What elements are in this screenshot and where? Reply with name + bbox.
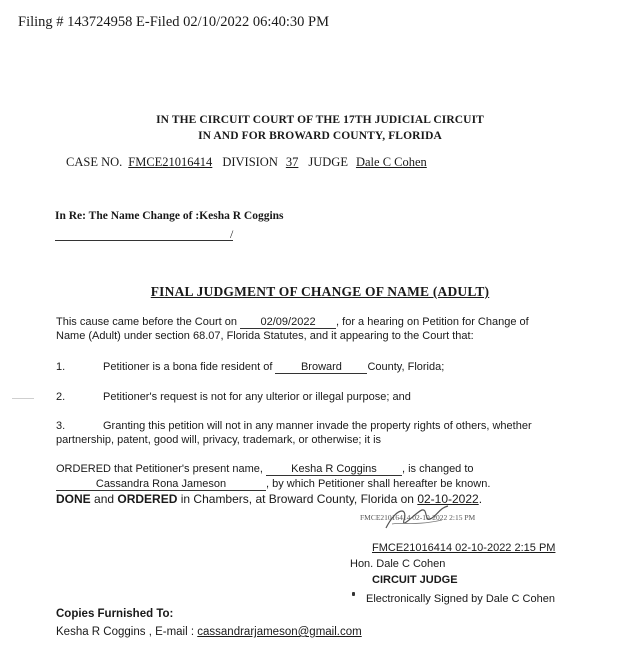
division-number: 37 <box>285 155 299 169</box>
item-3-text-line2: partnership, patent, good will, privacy, trademark, or otherwise; it is <box>56 434 382 446</box>
electronic-signature: Electronically Signed by Dale C Cohen <box>366 593 555 605</box>
copies-furnished-title: Copies Furnished To: <box>56 608 174 620</box>
and-word: and <box>94 492 115 506</box>
document-title: FINAL JUDGMENT OF CHANGE OF NAME (ADULT) <box>150 284 490 299</box>
ordered-line1 <box>56 463 474 476</box>
scan-artifact <box>12 398 34 399</box>
done-period: . <box>478 492 483 506</box>
in-re-slash: / <box>230 227 234 241</box>
ordered-text-end: , by which Petitioner shall hereafter be known. <box>266 478 491 490</box>
item-1-text <box>103 361 444 374</box>
stray-mark <box>352 592 355 596</box>
court-heading-line1: IN THE CIRCUIT COURT OF THE 17TH JUDICIAL CIRCUIT <box>156 114 484 126</box>
signature-stamp: FMCE21016414 02-10-2022 2:15 PM <box>360 513 476 522</box>
filing-header: Filing # 143724958 E-Filed 02/10/2022 06:40:30 PM <box>18 14 329 30</box>
court-heading-line2: IN AND FOR BROWARD COUNTY, FLORIDA <box>198 130 442 142</box>
intro-line1 <box>56 316 529 329</box>
item-1-post: County, Florida; <box>367 361 445 373</box>
ordered-text-mid: , is changed to <box>401 463 474 475</box>
division-label: DIVISION <box>222 155 278 169</box>
judge-name: Dale C Cohen <box>355 155 427 169</box>
item-3-text: Granting this petition will not in any manner invade the property rights of others, whether <box>103 420 532 432</box>
intro-text-end: , for a hearing on Petition for Change of <box>336 316 529 328</box>
recipient-email: cassandrarjameson@gmail.com <box>197 626 362 638</box>
item-3-number: 3. <box>56 420 66 432</box>
in-re-blank-line <box>55 228 233 241</box>
copies-recipient-line <box>56 626 362 638</box>
judge-title: CIRCUIT JUDGE <box>372 574 458 586</box>
intro-text-start: This cause came before the Court on <box>56 316 237 328</box>
done-date: 02-10-2022 <box>417 492 479 506</box>
new-name: Cassandra Rona Jameson <box>56 478 266 491</box>
item-2-text: Petitioner's request is not for any ulterior or illegal purpose; and <box>103 391 411 403</box>
ordered-line2 <box>56 478 490 491</box>
in-re-line: In Re: The Name Change of :Kesha R Coggins <box>55 210 284 222</box>
done-word: DONE <box>56 492 91 506</box>
judge-full-name: Hon. Dale C Cohen <box>350 558 446 570</box>
hearing-date: 02/09/2022 <box>240 316 336 329</box>
done-text: in Chambers, at Broward County, Florida on <box>180 492 414 506</box>
case-number-label: CASE NO. <box>66 155 123 169</box>
intro-line2: Name (Adult) under section 68.07, Florida Statutes, and it appearing to the Court that: <box>56 330 474 342</box>
recipient-name: Kesha R Coggins , E-mail : <box>56 626 195 638</box>
judge-label: JUDGE <box>308 155 348 169</box>
case-info-line <box>66 155 427 170</box>
case-number: FMCE21016414 <box>128 155 213 169</box>
signature-stamp-line: FMCE21016414 02-10-2022 2:15 PM <box>372 542 556 554</box>
county-value: Broward <box>275 361 367 374</box>
ordered-word: ORDERED <box>117 492 178 506</box>
item-1-number: 1. <box>56 361 66 373</box>
ordered-text-start: ORDERED that Petitioner's present name, <box>56 463 263 475</box>
present-name: Kesha R Coggins <box>266 463 402 476</box>
item-2-number: 2. <box>56 391 66 403</box>
item-1-pre: Petitioner is a bona fide resident of <box>103 361 273 373</box>
